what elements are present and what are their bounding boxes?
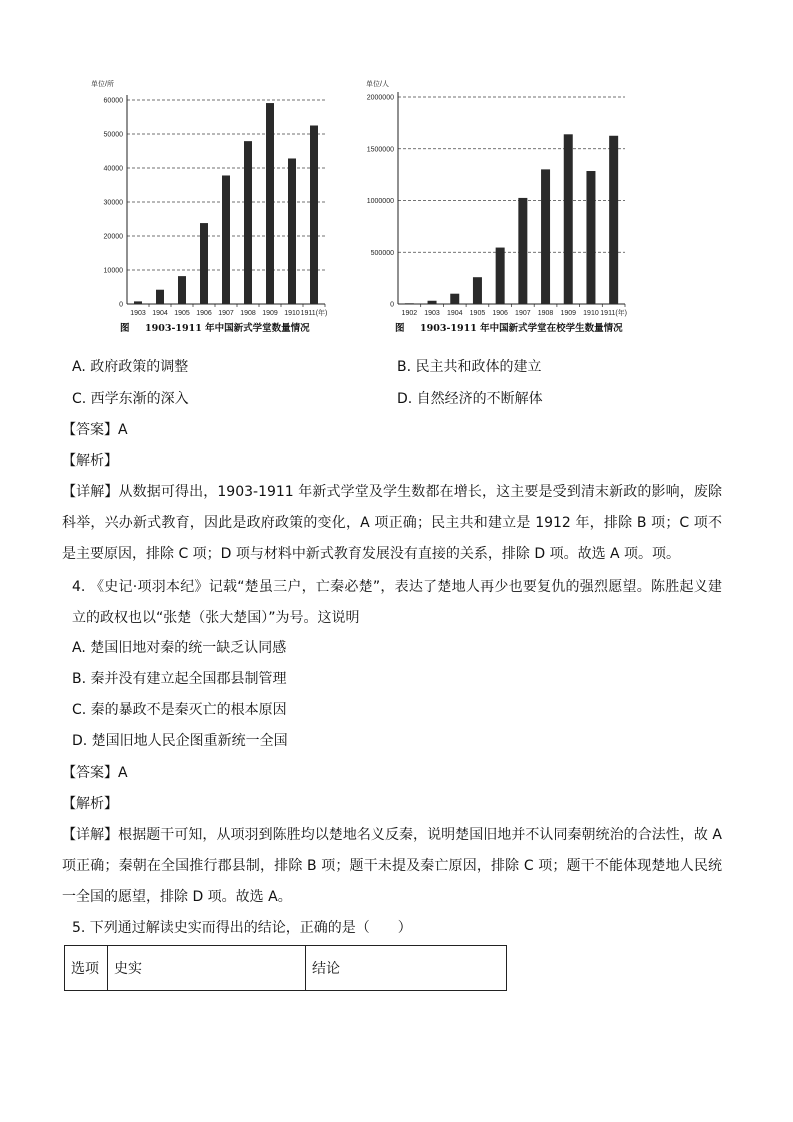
- x-tick-label: 1910: [583, 310, 599, 317]
- chart-caption: 1903-1911 年中国新式学堂数量情况: [145, 323, 310, 334]
- bar: [178, 276, 186, 304]
- bar: [222, 175, 230, 304]
- x-tick-label: 1909: [262, 310, 278, 317]
- x-tick-label: 1908: [240, 310, 256, 317]
- y-tick-label: 1500000: [366, 146, 394, 154]
- x-tick-label: 1907: [515, 310, 531, 317]
- q5-table: [64, 945, 507, 991]
- student-count-chart: [360, 75, 635, 340]
- charts-area: [0, 0, 793, 350]
- y-tick-label: 0: [390, 301, 394, 309]
- q3-answer: 【答案】A: [62, 422, 128, 438]
- table-header-fact: 史实: [108, 946, 306, 991]
- q4-answer: 【答案】A: [62, 765, 128, 781]
- y-tick-label: 40000: [103, 165, 123, 173]
- unit-label: 单位/人: [366, 81, 389, 88]
- x-tick-label: 1903: [130, 310, 146, 317]
- y-tick-label: 2000000: [366, 94, 394, 102]
- y-tick-label: 0: [119, 301, 123, 309]
- x-tick-label: 1911(年): [600, 310, 628, 317]
- q4-analysis-label: 【解析】: [62, 796, 118, 812]
- bar: [200, 223, 208, 304]
- x-tick-label: 1905: [174, 310, 190, 317]
- q4-detail: 【详解】根据题干可知，从项羽到陈胜均以楚地名义反秦，说明楚国旧地并不认同秦朝统治的合法性，故 A 项正确；秦朝在全国推行郡县制，排除 B 项；题干未提及秦亡原因，排除 C 项；题干不能体现楚地人民统一全国的愿望，排除 D 项。故选 A。: [62, 827, 722, 905]
- x-tick-label: 1903: [424, 310, 440, 317]
- chart-caption-prefix: 图: [395, 323, 405, 334]
- y-tick-label: 10000: [103, 267, 123, 275]
- q3-option-b: B. 民主共和政体的建立: [397, 359, 542, 375]
- y-tick-label: 50000: [103, 131, 123, 139]
- y-tick-label: 30000: [103, 199, 123, 207]
- bar: [156, 290, 164, 304]
- bar: [244, 141, 252, 304]
- bar: [450, 294, 459, 304]
- bar: [405, 303, 414, 304]
- q3-option-a: A. 政府政策的调整: [72, 359, 189, 375]
- q3-detail: 【详解】从数据可得出，1903-1911 年新式学堂及学生数都在增长，这主要是受到清末新政的影响，废除科举，兴办新式教育，因此是政府政策的变化，A 项正确；民主共和建立是 1912 年，排除 B 项；C 项不是主要原因，排除 C 项；D 项与材料中新式教育发展没有直接的关系，排除 D 项。故选 A 项。项。: [62, 484, 722, 562]
- table-header-row: [65, 946, 507, 991]
- x-tick-label: 1904: [446, 310, 463, 317]
- x-tick-label: 1904: [152, 310, 168, 317]
- bar: [541, 169, 550, 304]
- y-tick-label: 1000000: [366, 198, 394, 205]
- x-tick-label: 1911(年): [300, 310, 328, 317]
- x-tick-label: 1905: [469, 310, 486, 317]
- x-tick-label: 1910: [284, 310, 300, 317]
- y-tick-label: 500000: [370, 249, 394, 257]
- table-header-option: 选项: [65, 946, 108, 991]
- x-tick-label: 1902: [401, 310, 418, 317]
- bar: [310, 126, 318, 305]
- x-tick-label: 1908: [537, 310, 554, 317]
- bar: [288, 158, 296, 304]
- q4-option-d: D. 楚国旧地人民企图重新统一全国: [72, 733, 288, 749]
- chart-caption-prefix: 图: [120, 323, 130, 334]
- y-tick-label: 20000: [103, 233, 123, 241]
- q4-option-c: C. 秦的暴政不是秦灭亡的根本原因: [72, 702, 287, 718]
- q3-option-d: D. 自然经济的不断解体: [397, 391, 543, 407]
- bar: [518, 198, 527, 304]
- q4-stem: 4. 《史记·项羽本纪》记载“楚虽三户，亡秦必楚”，表达了楚地人再少也要复仇的强烈愿望。陈胜起义建立的政权也以“张楚（张大楚国）”为号。这说明: [72, 579, 722, 626]
- q4-option-a: A. 楚国旧地对秦的统一缺乏认同感: [72, 640, 287, 656]
- bar: [496, 248, 505, 304]
- y-tick-label: 60000: [103, 97, 123, 105]
- q5-stem: 5. 下列通过解读史实而得出的结论，正确的是（ ）: [72, 920, 412, 936]
- bar: [473, 277, 482, 304]
- q3-analysis-label: 【解析】: [62, 453, 118, 469]
- chart-caption: 1903-1911 年中国新式学堂在校学生数量情况: [420, 323, 623, 334]
- x-tick-label: 1906: [196, 310, 212, 317]
- q3-option-c: C. 西学东渐的深入: [72, 391, 189, 407]
- bar: [428, 301, 437, 304]
- q4-option-b: B. 秦并没有建立起全国郡县制管理: [72, 671, 287, 687]
- bar: [564, 134, 573, 304]
- unit-label: 单位/所: [91, 81, 114, 88]
- x-tick-label: 1907: [218, 310, 234, 317]
- x-tick-label: 1906: [492, 310, 508, 317]
- bar: [609, 136, 618, 304]
- bar: [266, 103, 274, 304]
- school-count-chart: [85, 75, 350, 340]
- bar: [134, 301, 142, 304]
- x-tick-label: 1909: [560, 310, 577, 317]
- bar: [586, 171, 595, 304]
- table-header-conclusion: 结论: [306, 946, 507, 991]
